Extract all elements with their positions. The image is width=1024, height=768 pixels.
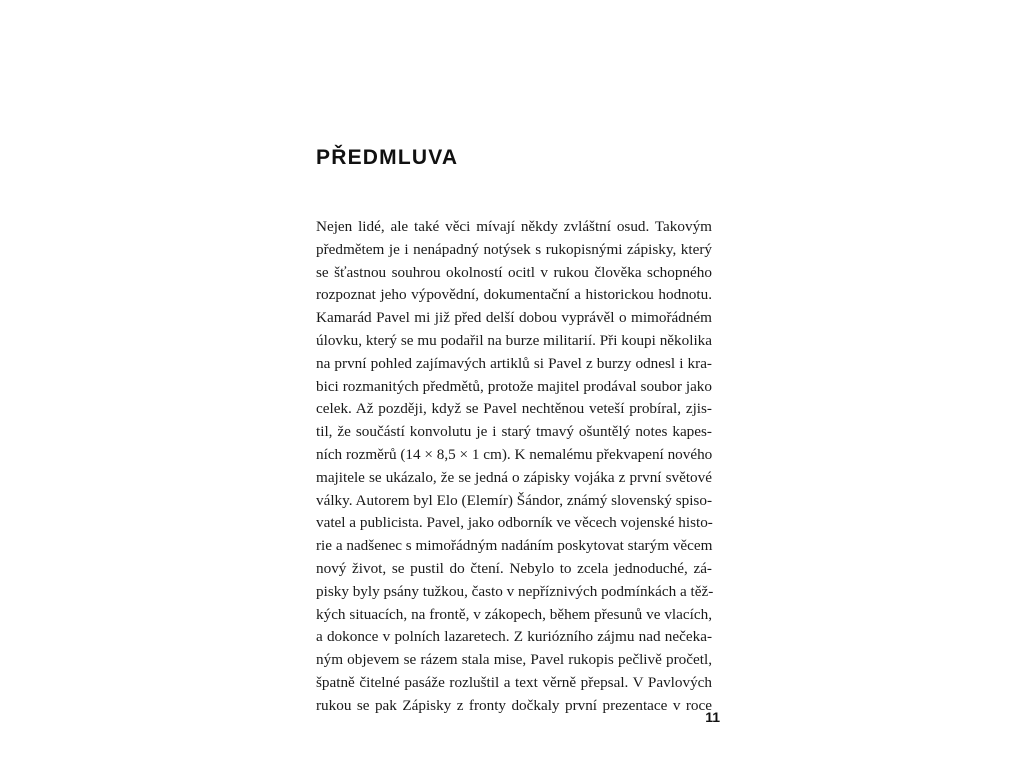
body-paragraph [316,216,712,718]
text-line: předmětem je i nenápadný notýsek s rukopisnými zápisky, který [316,240,712,258]
chapter-title: PŘEDMLUVA [316,146,459,169]
text-line: ních rozměrů (14 × 8,5 × 1 cm). K nemalému překvapení nového [316,445,713,463]
text-line: nový život, se pustil do čtení. Nebylo to zcela jednoduché, zá- [316,559,712,577]
text-line: Nejen lidé, ale také věci mívají někdy zvláštní osud. Takovým [316,218,712,235]
text-line: celek. Až později, když se Pavel nechtěnou veteší probíral, zjis- [316,400,712,418]
text-line: til, že součástí konvolutu je i starý tmavý ošuntělý notes kapes- [316,423,712,441]
text-line: a dokonce v polních lazaretech. Z kuriózního zájmu nad nečeka- [316,628,712,646]
page-number: 11 [705,709,720,725]
text-line: úlovku, který se mu podařil na burze militarií. Při koupi několika [316,331,712,349]
text-line: války. Autorem byl Elo (Elemír) Šándor, známý slovenský spiso- [316,491,712,509]
text-line: kých situacích, na frontě, v zákopech, během přesunů ve vlacích, [316,605,712,623]
text-line: na první pohled zajímavých artiklů si Pavel z burzy odnesl i kra- [316,354,712,372]
text-line: rozpoznat jeho výpovědní, dokumentační a historickou hodnotu. [316,286,712,304]
text-line: špatně čitelné pasáže rozluštil a text věrně přepsal. V Pavlových [316,673,712,691]
text-line: rie a nadšenec s mimořádným nadáním poskytovat starým věcem [316,537,713,555]
text-line: bici rozmanitých předmětů, protože majitel prodával soubor jako [316,377,712,395]
text-line: vatel a publicista. Pavel, jako odborník ve věcech vojenské histo- [316,514,713,532]
text-line: ným objevem se rázem stala mise, Pavel rukopis pečlivě pročetl, [316,651,712,669]
text-line: majitele se ukázalo, že se jedná o zápisky vojáka z první světové [316,468,712,486]
text-line: rukou se pak Zápisky z fronty dočkaly první prezentace v roce [316,696,712,714]
text-line: Kamarád Pavel mi již před delší dobou vyprávěl o mimořádném [316,309,712,327]
text-line: se šťastnou souhrou okolností ocitl v rukou člověka schopného [316,263,712,281]
text-line: pisky byly psány tužkou, často v nepříznivých podmínkách a těž- [316,582,714,600]
